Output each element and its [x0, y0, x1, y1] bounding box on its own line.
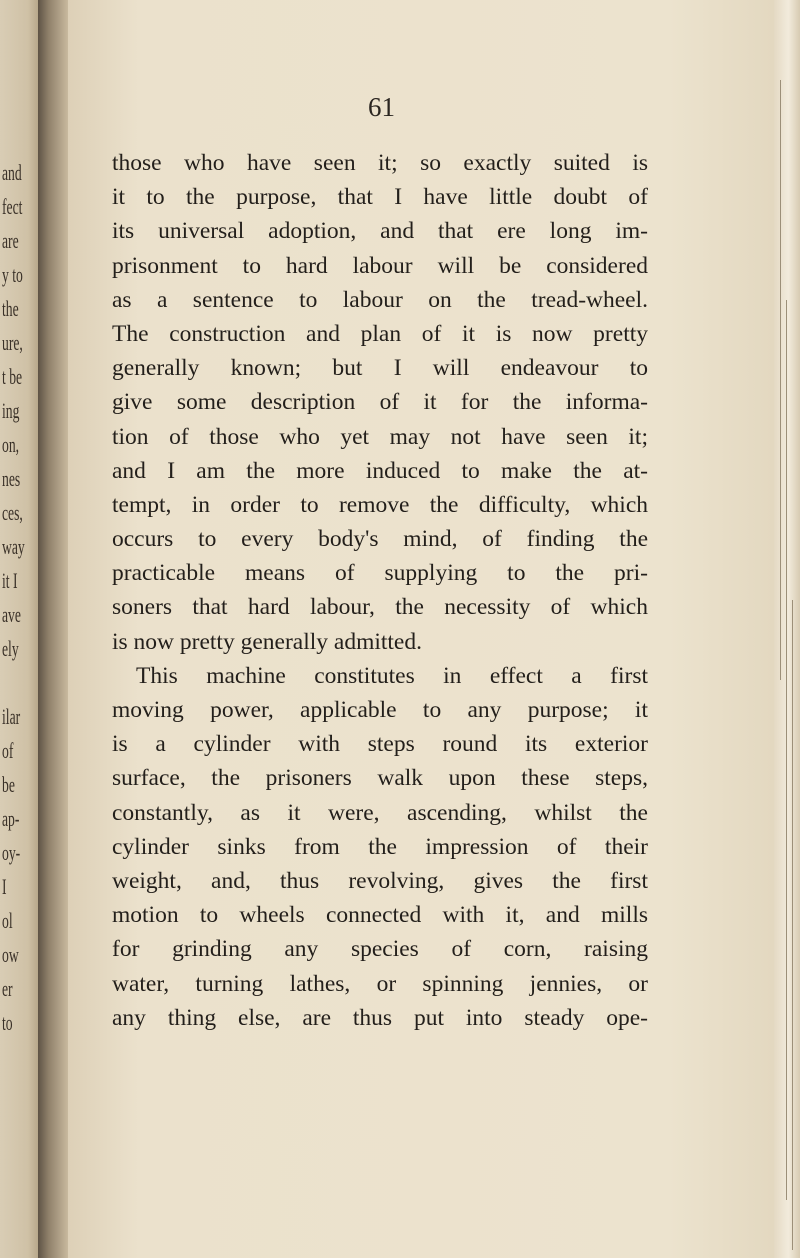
- prev-page-fragment: nes: [2, 466, 21, 491]
- text-line: constantly, as it were, ascending, whilst the: [112, 799, 648, 826]
- prev-page-fragment: oy-: [2, 840, 21, 865]
- text-line: water, turning lathes, or spinning jennies, or: [112, 970, 648, 997]
- text-line: it to the purpose, that I have little doubt of: [112, 184, 648, 211]
- prev-page-fragment: be: [2, 772, 15, 797]
- prev-page-fragment: ing: [2, 398, 20, 423]
- prev-page-fragment: fect: [2, 194, 23, 219]
- prev-page-fragment: ces,: [2, 500, 23, 525]
- prev-page-fragment: y to: [2, 262, 23, 287]
- text-line: occurs to every body's mind, of finding the: [112, 526, 648, 553]
- prev-page-fragment: I: [2, 874, 7, 899]
- prev-page-fragment: t be: [2, 364, 23, 389]
- text-line: is now pretty generally admitted.: [112, 628, 422, 655]
- text-line: is a cylinder with steps round its exterior: [112, 731, 648, 758]
- prev-page-fragment: to: [2, 1010, 13, 1035]
- prev-page-fragment: er: [2, 976, 13, 1001]
- text-line: any thing else, are thus put into steady ope-: [112, 1004, 648, 1031]
- text-line: moving power, applicable to any purpose; it: [112, 697, 648, 723]
- body-text: [112, 146, 648, 1035]
- text-line: This machine constitutes in effect a first: [136, 662, 648, 689]
- text-line: surface, the prisoners walk upon these steps,: [112, 765, 648, 792]
- text-line: tempt, in order to remove the difficulty, which: [112, 491, 648, 518]
- text-line: generally known; but I will endeavour to: [112, 355, 648, 382]
- book-gutter: [38, 0, 68, 1258]
- text-line: weight, and, thus revolving, gives the first: [112, 867, 648, 894]
- text-line: practicable means of supplying to the pri-: [112, 560, 648, 587]
- text-line: cylinder sinks from the impression of their: [112, 833, 648, 860]
- prev-page-fragment: ap-: [2, 806, 20, 831]
- text-line: give some description of it for the informa-: [112, 389, 648, 416]
- previous-page-edge: [0, 0, 40, 1258]
- text-line: for grinding any species of corn, raising: [112, 936, 648, 963]
- page-edge-line: [792, 600, 793, 1250]
- prev-page-fragment: on,: [2, 432, 20, 457]
- prev-page-fragment: ure,: [2, 330, 23, 355]
- prev-page-fragment: ave: [2, 602, 21, 627]
- prev-page-fragment: and: [2, 160, 22, 185]
- prev-page-fragment: way: [2, 534, 25, 559]
- prev-page-fragment: the: [2, 296, 19, 321]
- page-edge-line: [786, 300, 787, 1200]
- text-line: prisonment to hard labour will be considered: [112, 252, 648, 279]
- prev-page-fragment: of: [2, 738, 14, 763]
- text-line: soners that hard labour, the necessity of which: [112, 594, 648, 621]
- page-edge-right: [774, 0, 800, 1258]
- prev-page-fragment: ol: [2, 908, 13, 933]
- prev-page-fragment: it I: [2, 568, 18, 593]
- text-line: its universal adoption, and that ere long im-: [112, 218, 648, 245]
- prev-page-fragment: are: [2, 228, 19, 253]
- prev-page-fragment: ilar: [2, 704, 21, 729]
- text-line: The construction and plan of it is now pretty: [112, 320, 648, 347]
- page-number: 61: [368, 92, 395, 122]
- prev-page-fragment: ow: [2, 942, 19, 967]
- text-line: tion of those who yet may not have seen it;: [112, 423, 648, 450]
- text-line: those who have seen it; so exactly suited is: [112, 150, 648, 176]
- text-line: motion to wheels connected with it, and mills: [112, 902, 648, 929]
- text-line: and I am the more induced to make the at-: [112, 457, 648, 484]
- page-edge-line: [780, 80, 781, 680]
- prev-page-fragment: ely: [2, 636, 19, 661]
- text-line: as a sentence to labour on the tread-wheel.: [112, 286, 648, 313]
